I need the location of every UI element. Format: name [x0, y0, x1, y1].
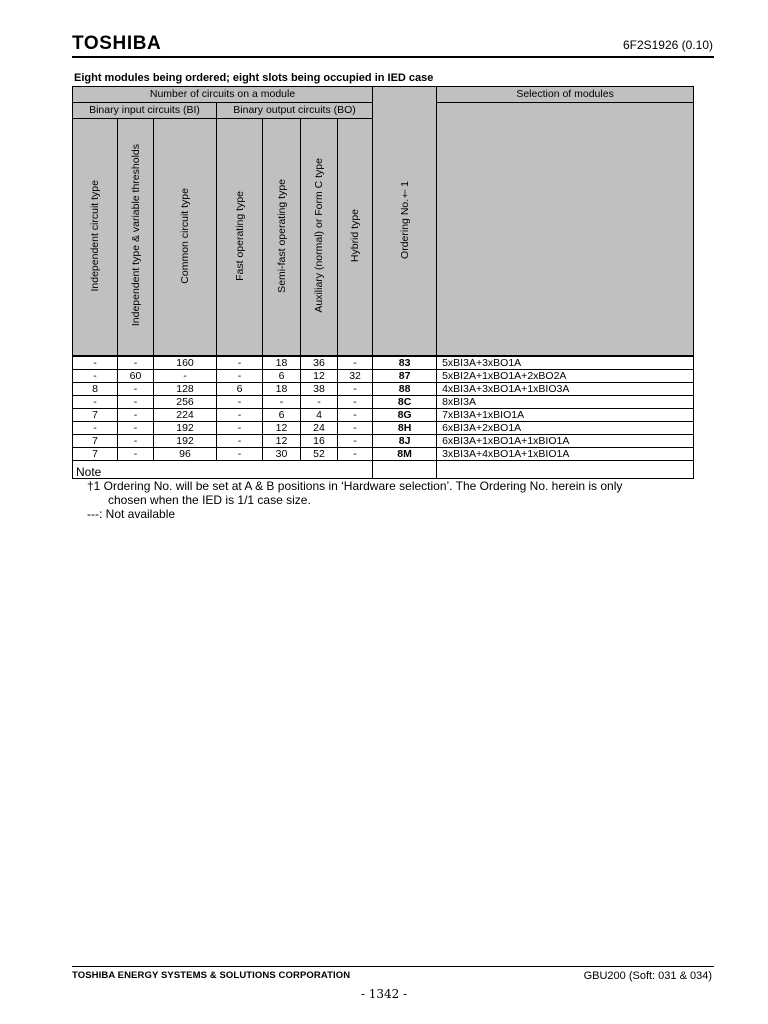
- ordering-no: 87: [373, 370, 437, 383]
- col-semi-fast-operating: Semi-fast operating type: [263, 119, 301, 357]
- table-row: 7 - 224 - 6 4 - 8G 7xBI3A+1xBIO1A: [73, 409, 694, 422]
- ordering-no: 88: [373, 383, 437, 396]
- toshiba-logo: TOSHIBA: [72, 33, 162, 54]
- col-auxiliary-form-c: Auxiliary (normal) or Form C type: [301, 119, 338, 357]
- ordering-no: 8H: [373, 422, 437, 435]
- col-hybrid: Hybrid type: [338, 119, 373, 357]
- note-1-line-1: †1 Ordering No. will be set at A & B positions in ‘Hardware selection’. The Ordering No. herein is only: [87, 479, 623, 493]
- table-row: - 60 - - 6 12 32 87 5xBI2A+1xBO1A+2xBO2A: [73, 370, 694, 383]
- module-selection-table: [72, 86, 694, 479]
- ordering-no: 8M: [373, 448, 437, 461]
- header-selection-of-modules: Selection of modules: [437, 87, 694, 103]
- col-independent-variable: Independent type & variable thresholds: [118, 119, 154, 357]
- ordering-no: 83: [373, 356, 437, 370]
- ordering-no: 8G: [373, 409, 437, 422]
- table-row: - - 192 - 12 24 - 8H 6xBI3A+2xBO1A: [73, 422, 694, 435]
- col-fast-operating: Fast operating type: [217, 119, 263, 357]
- ordering-no-label: Ordering No.†1: [398, 180, 411, 259]
- footer-company: TOSHIBA ENERGY SYSTEMS & SOLUTIONS CORPORATION: [72, 970, 351, 981]
- header-binary-output: Binary output circuits (BO): [217, 103, 373, 119]
- header-ordering-no: [373, 87, 437, 357]
- module-selection: 3xBI3A+4xBO1A+1xBIO1A: [437, 448, 694, 461]
- module-selection: 4xBI3A+3xBO1A+1xBIO3A: [437, 383, 694, 396]
- footer-rule: [72, 966, 714, 967]
- module-selection: 5xBI3A+3xBO1A: [437, 356, 694, 370]
- header-rule: [72, 56, 714, 58]
- header-binary-input: Binary input circuits (BI): [73, 103, 217, 119]
- header-selection-blank: [437, 103, 694, 357]
- module-selection: 6xBI3A+1xBO1A+1xBIO1A: [437, 435, 694, 448]
- table-row: 8 - 128 6 18 38 - 88 4xBI3A+3xBO1A+1xBIO3A: [73, 383, 694, 396]
- table-caption: Eight modules being ordered; eight slots being occupied in IED case: [74, 72, 434, 84]
- module-selection: 8xBI3A: [437, 396, 694, 409]
- ordering-no: 8J: [373, 435, 437, 448]
- table-row: 7 - 192 - 12 16 - 8J 6xBI3A+1xBO1A+1xBIO1A: [73, 435, 694, 448]
- table-row: 7 - 96 - 30 52 - 8M 3xBI3A+4xBO1A+1xBIO1A: [73, 448, 694, 461]
- module-selection: 7xBI3A+1xBIO1A: [437, 409, 694, 422]
- module-selection: 6xBI3A+2xBO1A: [437, 422, 694, 435]
- table-row: - - 256 - - - - 8C 8xBI3A: [73, 396, 694, 409]
- document-number: 6F2S1926 (0.10): [622, 38, 713, 52]
- note-2: ---: Not available: [87, 507, 176, 521]
- module-selection: 5xBI2A+1xBO1A+2xBO2A: [437, 370, 694, 383]
- footer-software-version: GBU200 (Soft: 031 & 034): [583, 970, 712, 982]
- note-title: Note: [76, 465, 102, 479]
- table-row: - - 160 - 18 36 - 83 5xBI3A+3xBO1A: [73, 356, 694, 370]
- page-number: - 1342 -: [360, 987, 408, 1001]
- notes-section: [76, 465, 622, 521]
- note-1-line-2: chosen when the IED is 1/1 case size.: [108, 493, 311, 507]
- col-independent-circuit: Independent circuit type: [73, 119, 118, 357]
- header-number-of-circuits: Number of circuits on a module: [73, 87, 373, 103]
- col-common-circuit: Common circuit type: [154, 119, 217, 357]
- ordering-no: 8C: [373, 396, 437, 409]
